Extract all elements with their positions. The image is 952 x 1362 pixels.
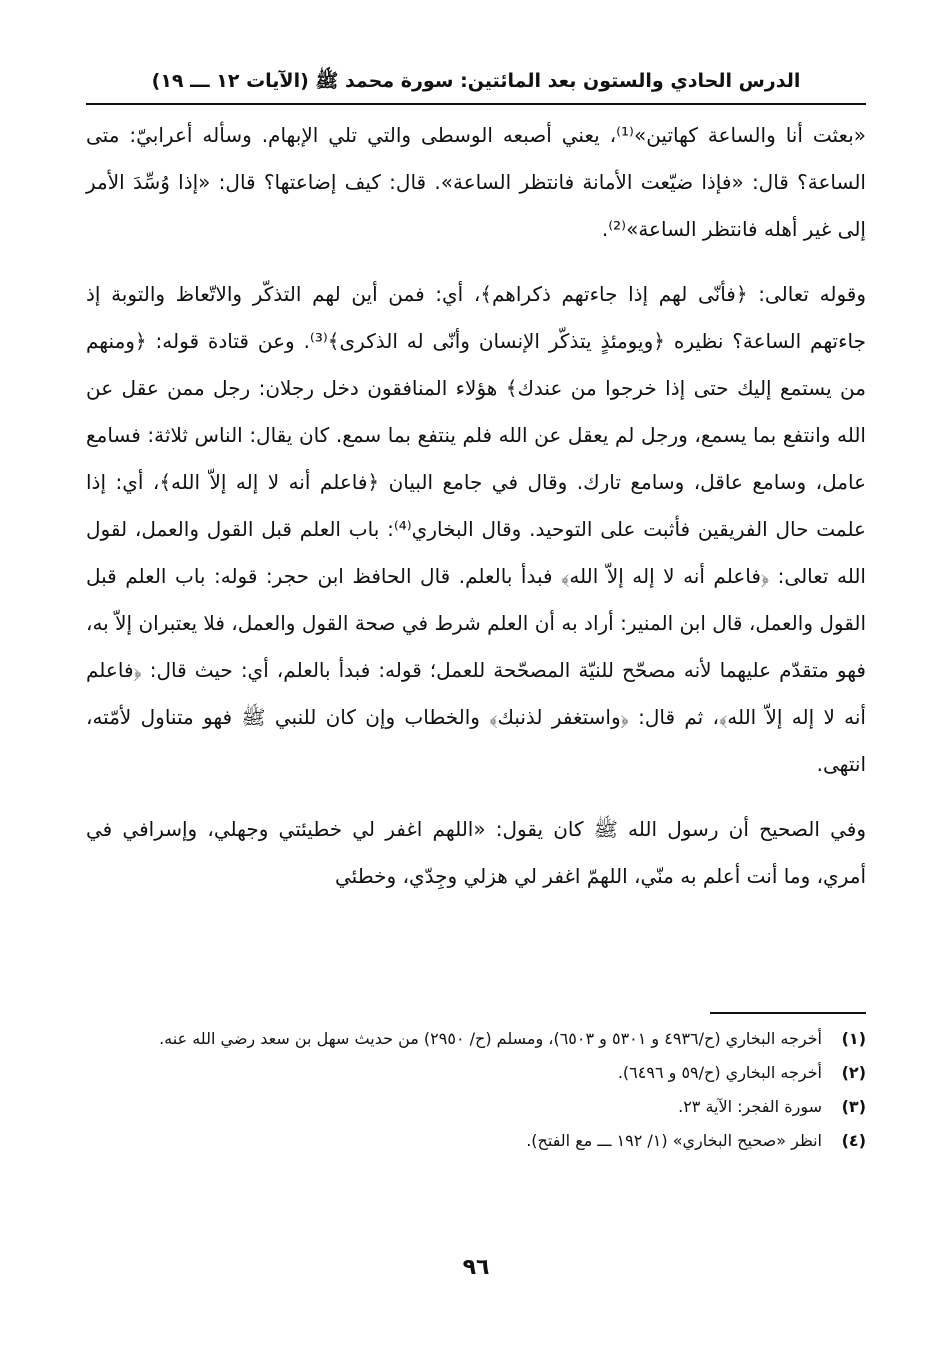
page-number: ٩٦ xyxy=(462,1255,490,1280)
paragraph-2: وقوله تعالى: ﴿فأنّى لهم إذا جاءتهم ذكراهم﴾، أي: فمن أين لهم التذكّر والاتّعاظ والتوبة إذ جاءتهم الساعة؟ نظيره ﴿ويومئذٍ يتذكّر الإنسان وأنّى له الذكرى﴾⁽³⁾. وعن قتادة قوله: ﴿ومنهم من يستمع إليك حتى إذا خرجوا من عندك﴾ هؤلاء المنافقون دخل رجلان: رجل ممن عقل عن الله وانتفع بما يسمع، ورجل لم يعقل عن الله فلم ينتفع بما سمع. كان يقال: الناس ثلاثة: فسامع عامل، وسامع عاقل، وسامع تارك. وقال في جامع البيان ﴿فاعلم أنه لا إله إلاّ الله﴾، أي: إذا علمت حال الفريقين فأثبت على التوحيد. وقال البخاري⁽⁴⁾: باب العلم قبل القول والعمل، لقول الله تعالى: ﴿فاعلم أنه لا إله إلاّ الله﴾ فبدأ بالعلم. قال الحافظ ابن حجر: قوله: باب العلم قبل القول والعمل، قال ابن المنير: أراد به أن العلم شرط في صحة القول والعمل، فلا يعتبران إلاّ به، فهو متقدّم عليهما لأنه مصحّح للنيّة المصحّحة للعمل؛ قوله: فبدأ بالعلم، أي: حيث قال: ﴿فاعلم أنه لا إله إلاّ الله﴾، ثم قال: ﴿واستغفر لذنبك﴾ والخطاب وإن كان للنبي ﷺ فهو متناول لأمّته، انتهى. xyxy=(86,282,866,776)
paragraph-3: وفي الصحيح أن رسول الله ﷺ كان يقول: «اللهم اغفر لي خطيئتي وجهلي، وإسرافي في أمري، وما أنت أعلم به منّي، اللهمّ اغفر لي هزلي وجِدّي، وخطئي xyxy=(86,817,866,888)
running-header xyxy=(86,66,866,102)
footnote-text: سورة الفجر: الآية ٢٣. xyxy=(678,1097,822,1116)
header-divider xyxy=(86,103,866,105)
main-text xyxy=(86,112,866,900)
footnote-item xyxy=(86,1058,866,1088)
footnote-number: (٢) xyxy=(841,1063,866,1082)
running-title: الدرس الحادي والستون بعد المائتين: سورة محمد ﷺ (الآيات ١٢ ـــ ١٩) xyxy=(151,70,801,92)
footnote-number: (١) xyxy=(841,1029,866,1048)
footnote-divider xyxy=(710,1012,866,1014)
footnote-item xyxy=(86,1024,866,1054)
footnote-number: (٤) xyxy=(841,1131,866,1150)
footnote-item xyxy=(86,1126,866,1156)
footnote-item xyxy=(86,1092,866,1122)
footnote-text: انظر «صحيح البخاري» (١/ ١٩٢ ـــ مع الفتح). xyxy=(526,1131,822,1150)
footnote-number: (٣) xyxy=(841,1097,866,1116)
footnote-text: أخرجه البخاري (ح/٥٩ و ٦٤٩٦). xyxy=(617,1063,822,1082)
footnote-text: أخرجه البخاري (ح/٤٩٣٦ و ٥٣٠١ و ٦٥٠٣)، ومسلم (ح/ ٢٩٥٠) من حديث سهل بن سعد رضي الله عنه. xyxy=(159,1029,822,1048)
footnotes xyxy=(86,1024,866,1160)
paragraph-1: «بعثت أنا والساعة كهاتين»⁽¹⁾، يعني أصبعه الوسطى والتي تلي الإبهام. وسأله أعرابيّ: متى الساعة؟ قال: «فإذا ضيّعت الأمانة فانتظر الساعة». قال: كيف إضاعتها؟ قال: «إذا وُسِّدَ الأمر إلى غير أهله فانتظر الساعة»⁽²⁾. xyxy=(86,123,866,241)
